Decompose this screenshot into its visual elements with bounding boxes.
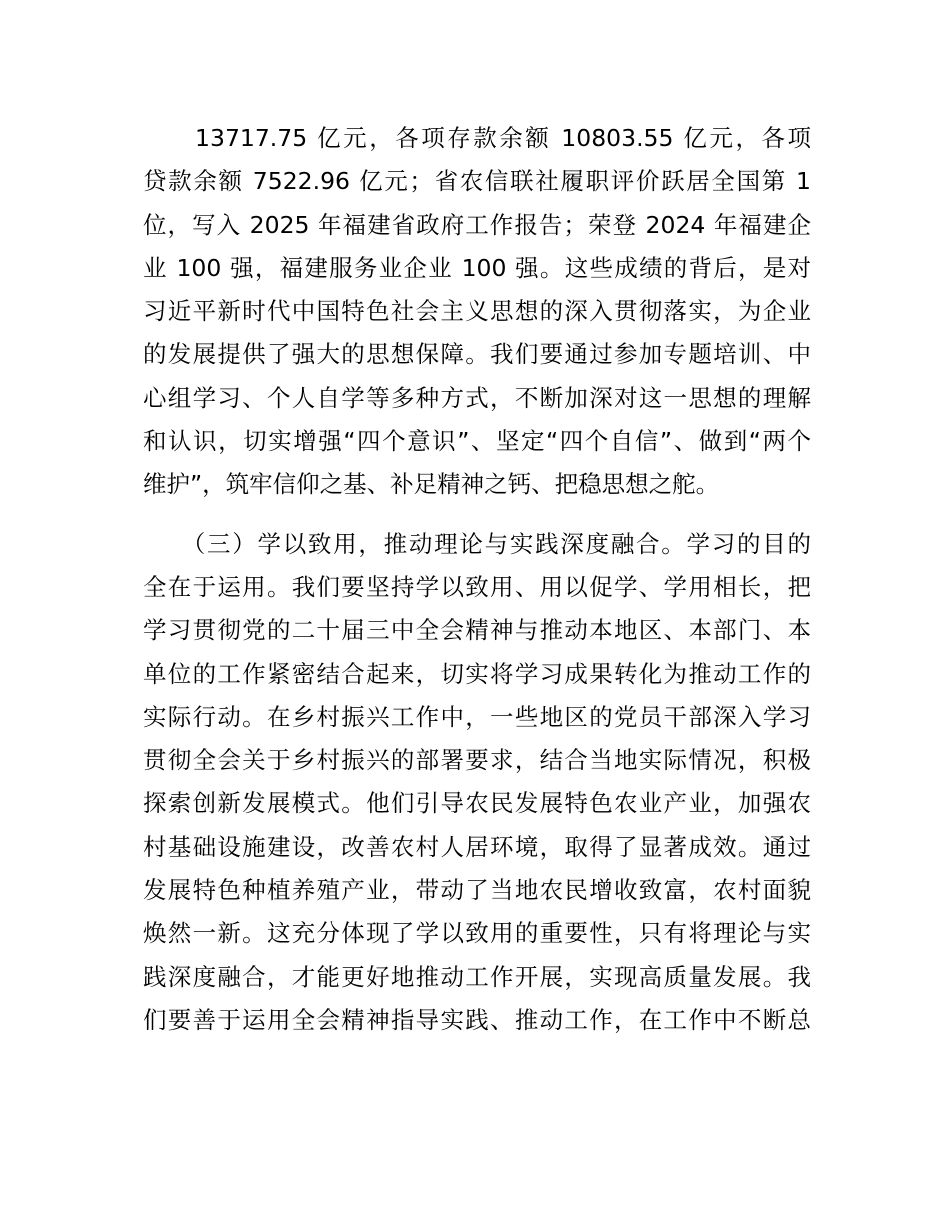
text-line: 位，写入 2025 年福建省政府工作报告；荣登 2024 年福建企 — [143, 210, 811, 239]
text-line: 单位的工作紧密结合起来，切实将学习成果转化为推动工作的 — [143, 659, 811, 688]
text-line: 和认识，切实增强“四个意识”、坚定“四个自信”、做到“两个 — [143, 427, 811, 456]
text-line: 维护”，筑牢信仰之基、补足精神之钙、把稳思想之舵。 — [143, 470, 720, 499]
document-body — [143, 117, 811, 1042]
paragraph-2 — [143, 523, 811, 1043]
text-line: 心组学习、个人自学等多种方式，不断加深对这一思想的理解 — [143, 383, 811, 412]
paragraph-1 — [143, 117, 811, 507]
text-line: 贷款余额 7522.96 亿元；省农信联社履职评价跃居全国第 1 — [143, 167, 811, 196]
text-line: 践深度融合，才能更好地推动工作开展，实现高质量发展。我 — [143, 962, 811, 991]
text-line: 村基础设施建设，改善农村人居环境，取得了显著成效。通过 — [143, 832, 811, 861]
text-line: 全在于运用。我们要坚持学以致用、用以促学、学用相长，把 — [143, 572, 811, 601]
text-line: 发展特色种植养殖产业，带动了当地农民增收致富，农村面貌 — [143, 876, 811, 905]
text-line: 业 100 强，福建服务业企业 100 强。这些成绩的背后，是对 — [143, 253, 811, 282]
text-line: 13717.75 亿元，各项存款余额 10803.55 亿元，各项 — [143, 124, 811, 152]
text-line: 的发展提供了强大的思想保障。我们要通过参加专题培训、中 — [143, 340, 811, 369]
text-line: 学习贯彻党的二十届三中全会精神与推动本地区、本部门、本 — [143, 616, 811, 645]
text-line: 实际行动。在乡村振兴工作中，一些地区的党员干部深入学习 — [143, 702, 811, 731]
text-line: 焕然一新。这充分体现了学以致用的重要性，只有将理论与实 — [143, 919, 811, 948]
text-line: 贯彻全会关于乡村振兴的部署要求，结合当地实际情况，积极 — [143, 746, 811, 775]
text-line: 习近平新时代中国特色社会主义思想的深入贯彻落实，为企业 — [143, 297, 811, 326]
text-line: （三）学以致用，推动理论与实践深度融合。学习的目的 — [143, 529, 811, 558]
text-line: 们要善于运用全会精神指导实践、推动工作，在工作中不断总 — [143, 1005, 811, 1034]
text-line: 探索创新发展模式。他们引导农民发展特色农业产业，加强农 — [143, 789, 811, 818]
